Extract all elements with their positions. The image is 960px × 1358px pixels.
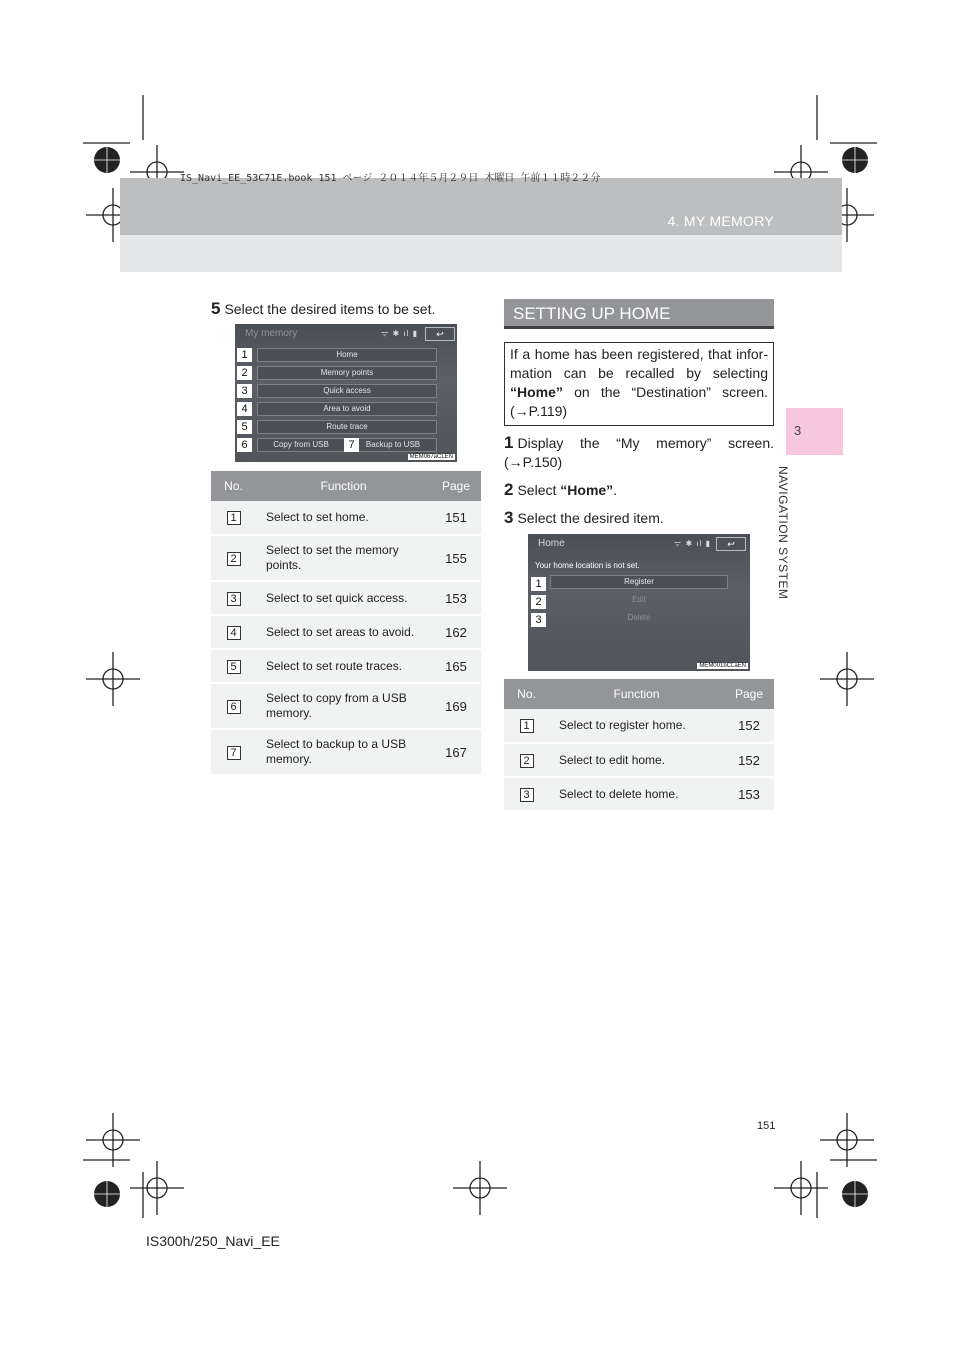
step-text-end: . [613, 482, 618, 498]
row-function: Select to delete home. [549, 777, 724, 811]
back-button[interactable]: ↩ [425, 327, 455, 341]
callout-2: 2 [531, 595, 546, 609]
row-number: 3 [227, 592, 241, 606]
table-row [504, 777, 774, 811]
step-2 [504, 480, 617, 500]
table-row [211, 535, 481, 581]
row-function: Select to set the memory points. [256, 535, 431, 581]
row-page: 151 [431, 501, 481, 535]
row-page: 152 [724, 743, 774, 777]
screen-title: My memory [245, 328, 298, 339]
step-3 [504, 508, 664, 528]
col-page: Page [431, 471, 481, 501]
row-number: 4 [227, 626, 241, 640]
row-page: 169 [431, 683, 481, 729]
callout-7: 7 [344, 438, 359, 452]
row-number: 2 [520, 754, 534, 768]
step-home-bold: “Home” [560, 482, 614, 498]
chapter-label-text: NAVIGATION SYSTEM [776, 466, 790, 600]
right-function-table [504, 679, 774, 812]
row-page: 162 [431, 615, 481, 649]
row-page: 155 [431, 535, 481, 581]
row-function: Select to set areas to avoid. [256, 615, 431, 649]
row-number: 1 [227, 511, 241, 525]
callout-2: 2 [237, 366, 252, 380]
page-number: 151 [757, 1120, 776, 1132]
intro-text-2: on the “Destination” screen. (→P.119) [510, 384, 768, 419]
callout-3: 3 [237, 384, 252, 398]
row-number: 2 [227, 552, 241, 566]
step-number: 1 [504, 433, 514, 452]
edit-button[interactable]: Edit [632, 595, 646, 604]
step-5 [211, 299, 435, 319]
row-function: Select to edit home. [549, 743, 724, 777]
callout-1: 1 [531, 577, 546, 591]
row-page: 165 [431, 649, 481, 683]
status-icons: ᯤ ✱ ıl ▮ [674, 539, 712, 548]
row-function: Select to set home. [256, 501, 431, 535]
copy-from-usb-button[interactable]: Copy from USB [257, 438, 345, 452]
home-not-set-message: Your home location is not set. [535, 561, 640, 570]
intro-box [504, 342, 774, 426]
table-row [211, 615, 481, 649]
table-header-row [504, 679, 774, 709]
col-no: No. [211, 471, 256, 501]
section-title: 4. MY MEMORY [667, 213, 774, 229]
row-page: 167 [431, 729, 481, 775]
back-button[interactable]: ↩ [716, 537, 746, 551]
step-text: Select [517, 482, 561, 498]
row-number: 7 [227, 746, 241, 760]
screen-title: Home [538, 538, 565, 549]
col-function: Function [256, 471, 431, 501]
row-function: Select to backup to a USB memory. [256, 729, 431, 775]
step-1 [504, 433, 774, 472]
area-to-avoid-button[interactable]: Area to avoid [257, 402, 437, 416]
image-code: MEM001bCLaEN [699, 663, 746, 669]
callout-3: 3 [531, 613, 546, 627]
home-button[interactable]: Home [257, 348, 437, 362]
step-text: Select the desired item. [517, 510, 664, 526]
table-row [504, 709, 774, 743]
row-number: 6 [227, 700, 241, 714]
callout-5: 5 [237, 420, 252, 434]
table-row [211, 649, 481, 683]
row-number: 3 [520, 788, 534, 802]
row-function: Select to copy from a USB memory. [256, 683, 431, 729]
row-page: 153 [724, 777, 774, 811]
chapter-tab [786, 408, 843, 455]
table-row [211, 581, 481, 615]
row-function: Select to set quick access. [256, 581, 431, 615]
table-row [211, 501, 481, 535]
table-row [504, 743, 774, 777]
step-number: 3 [504, 508, 514, 527]
memory-points-button[interactable]: Memory points [257, 366, 437, 380]
row-page: 152 [724, 709, 774, 743]
setting-up-home-heading: SETTING UP HOME [504, 299, 774, 329]
table-row [211, 683, 481, 729]
step-text: Select the desired items to be set. [224, 301, 436, 317]
print-info-line: IS_Navi_EE_53C71E.book 151 ページ ２０１４年５月２９日 木曜日 午前１１時２２分 [180, 173, 601, 184]
backup-to-usb-button[interactable]: Backup to USB [349, 438, 437, 452]
intro-text-1: If a home has been registered, that infor-mation can be recalled by selecting [510, 346, 768, 381]
row-number: 1 [520, 719, 534, 733]
row-page: 153 [431, 581, 481, 615]
register-button[interactable]: Register [550, 575, 728, 589]
table-header-row [211, 471, 481, 501]
callout-6: 6 [237, 438, 252, 452]
callout-1: 1 [237, 348, 252, 362]
status-icons: ᯤ ✱ ıl ▮ [381, 329, 419, 338]
my-memory-screenshot [235, 324, 457, 462]
step-number: 5 [211, 299, 221, 318]
col-function: Function [549, 679, 724, 709]
table-row [211, 729, 481, 775]
row-number: 5 [227, 660, 241, 674]
step-text: Display the “My memory” screen. (→P.150) [504, 435, 774, 470]
step-number: 2 [504, 480, 514, 499]
row-function: Select to register home. [549, 709, 724, 743]
chapter-number: 3 [794, 423, 802, 438]
row-function: Select to set route traces. [256, 649, 431, 683]
chapter-label [776, 466, 816, 616]
callout-4: 4 [237, 402, 252, 416]
route-trace-button[interactable]: Route trace [257, 420, 437, 434]
delete-button[interactable]: Delete [627, 613, 651, 622]
model-code: IS300h/250_Navi_EE [146, 1233, 280, 1249]
quick-access-button[interactable]: Quick access [257, 384, 437, 398]
col-page: Page [724, 679, 774, 709]
intro-home-bold: “Home” [510, 384, 563, 400]
col-no: No. [504, 679, 549, 709]
home-screenshot [528, 534, 750, 671]
left-function-table [211, 471, 481, 776]
image-code: MEM067aCLEN [409, 454, 453, 460]
